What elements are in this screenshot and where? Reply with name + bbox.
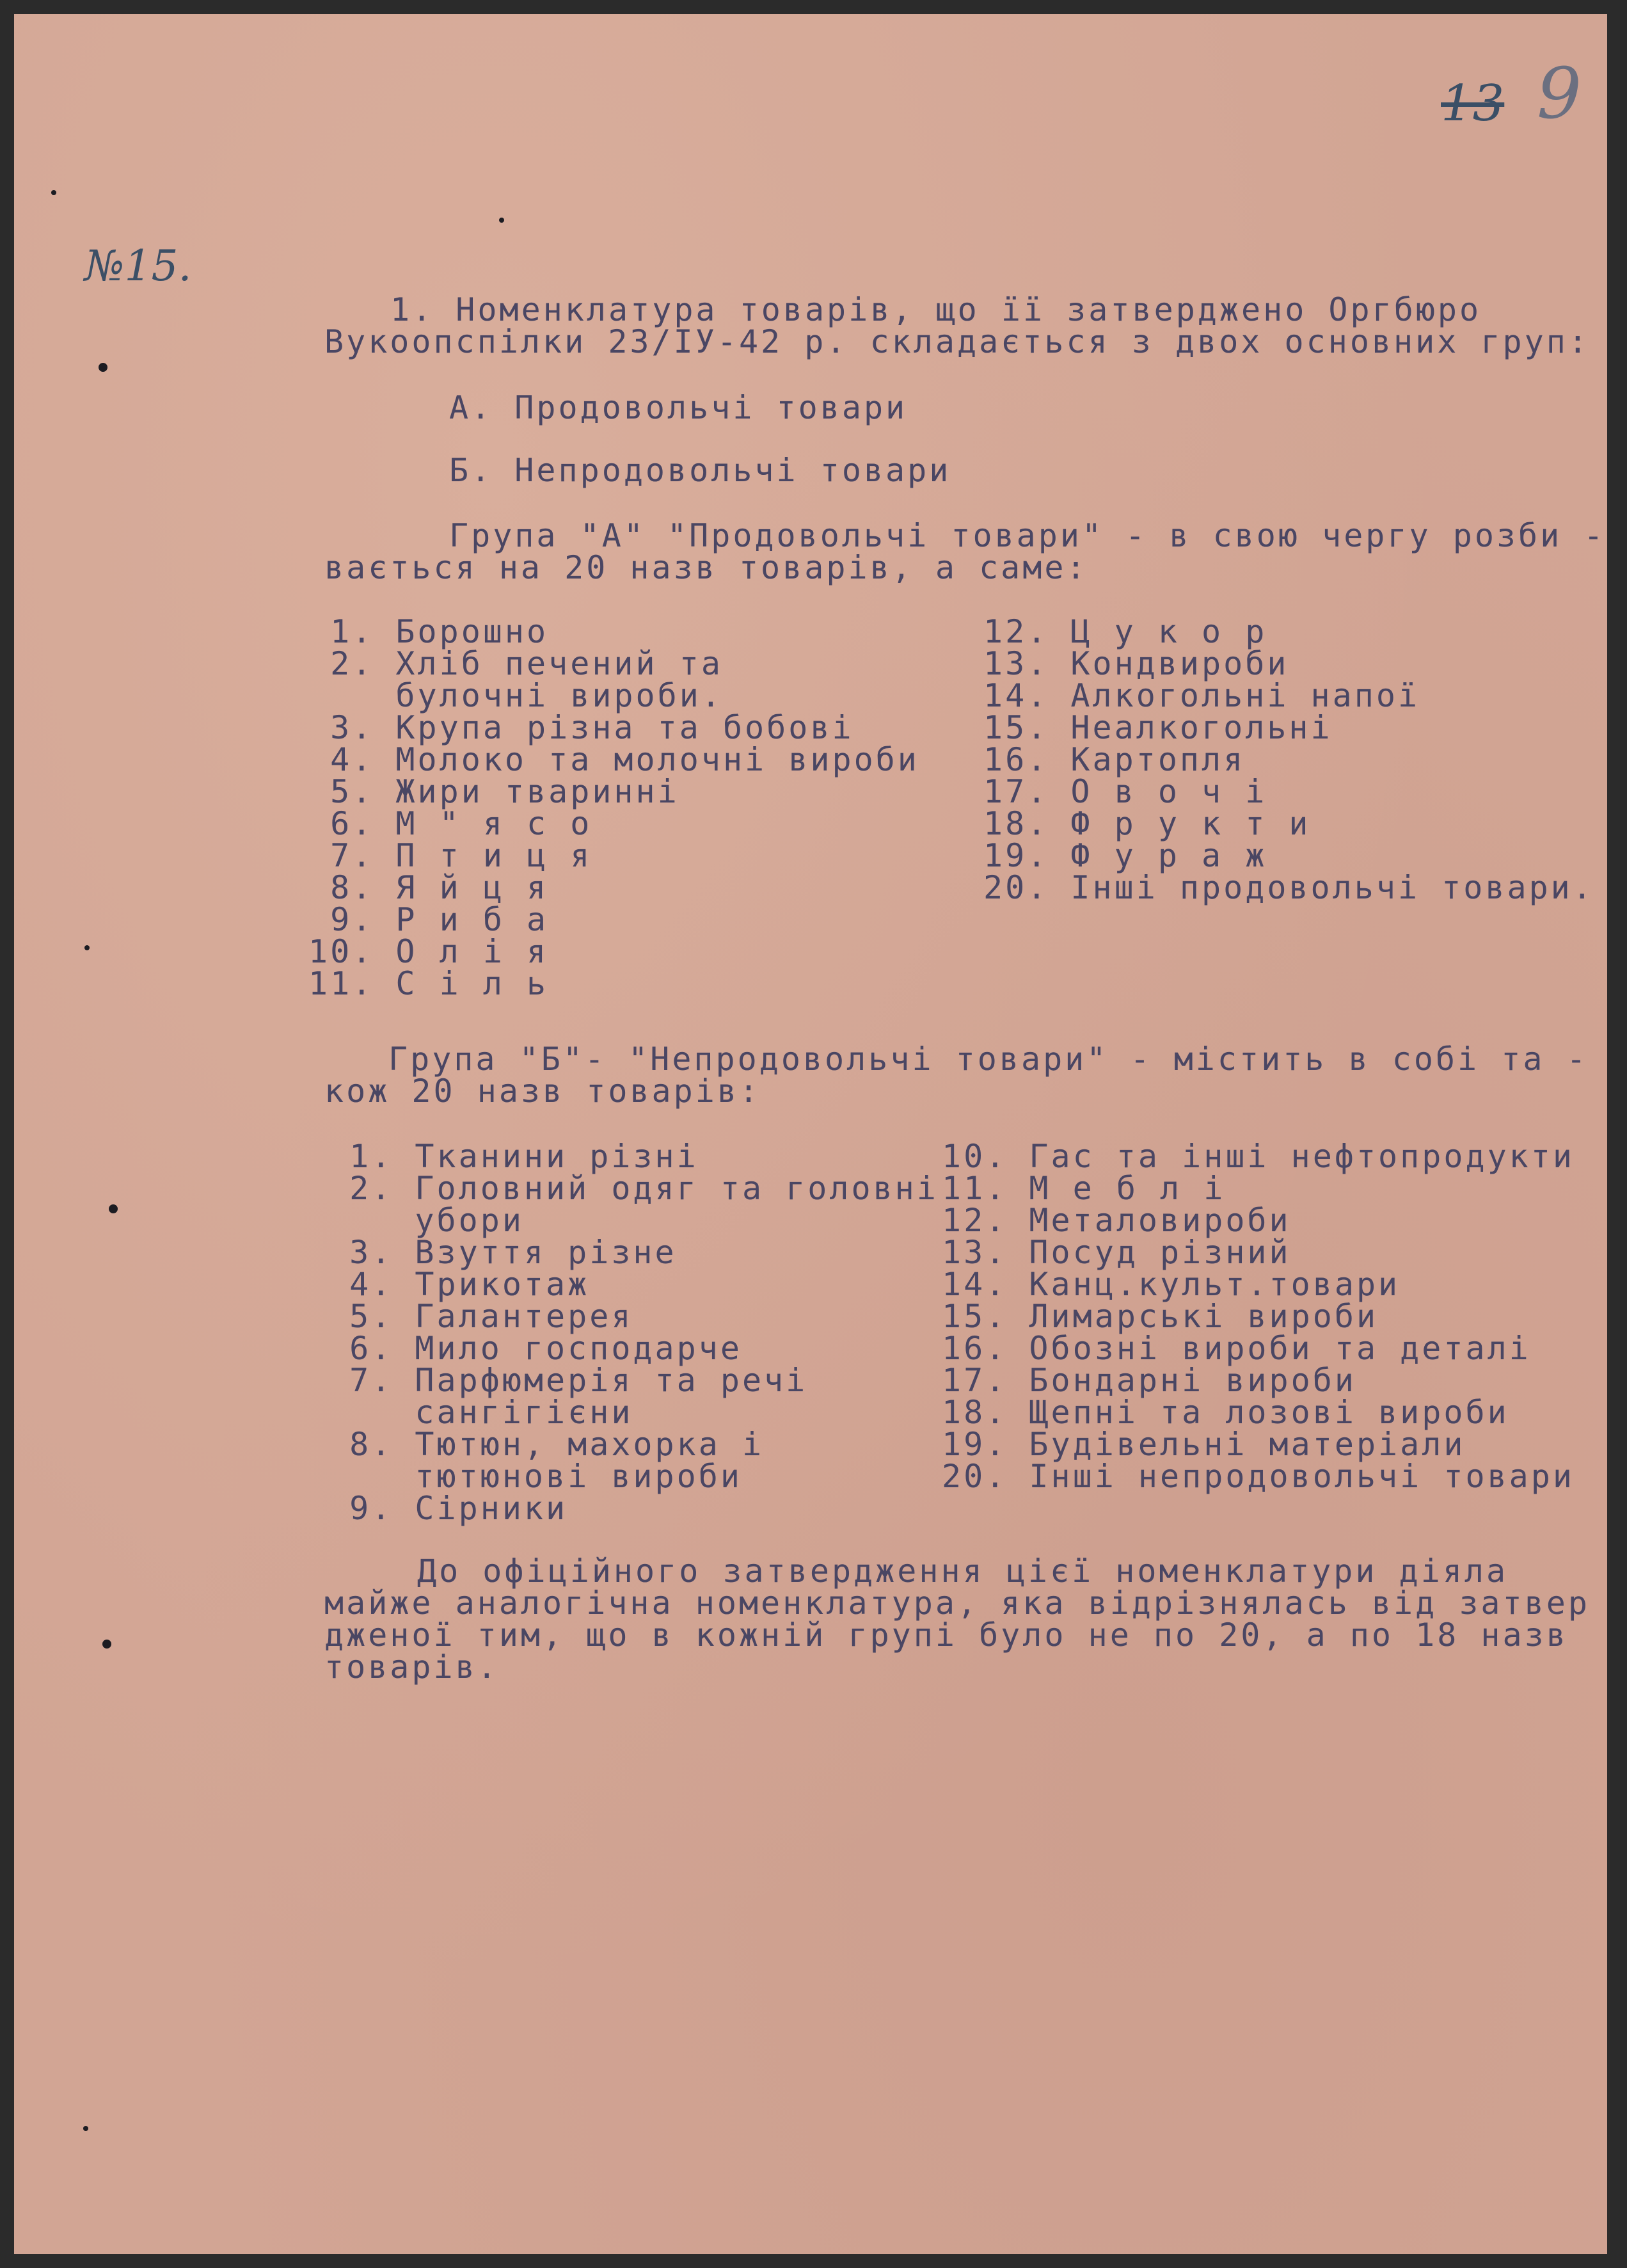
- group-b-intro-line: Група "Б"- "Непродовольчі товари" - містить в собі та -: [388, 1041, 1589, 1078]
- list-item: 12. Металовироби: [942, 1202, 1291, 1239]
- crossed-page-number: 13: [1441, 75, 1505, 132]
- list-item: 9. Сірники: [328, 1490, 568, 1527]
- group-b-header: Б. Непродовольчі товари: [449, 452, 951, 489]
- list-item: 6. Мило господарче: [328, 1330, 742, 1367]
- closing-line: майже аналогічна номенклатура, яка відрізнялась від затвер: [324, 1585, 1590, 1622]
- closing-line: дженої тим, що в кожній групі було не по 20, а по 18 назв: [324, 1617, 1568, 1654]
- list-item: 11. М е б л і: [942, 1170, 1226, 1207]
- list-item: 4. Трикотаж: [328, 1266, 590, 1303]
- ink-speck: [102, 1640, 111, 1649]
- list-item: 5. Жири тваринні: [308, 773, 679, 810]
- list-item: 20. Інші продовольчі товари.: [983, 869, 1594, 906]
- ink-speck: [99, 363, 107, 372]
- list-item: 13. Кондвироби: [983, 645, 1289, 682]
- list-item: 11. С і л ь: [308, 965, 549, 1002]
- list-item: 5. Галантерея: [328, 1298, 633, 1335]
- list-item: 18. Ф р у к т и: [983, 805, 1311, 842]
- list-item: 1. Борошно: [308, 613, 549, 650]
- closing-line: товарів.: [324, 1649, 499, 1686]
- ink-speck: [499, 218, 504, 223]
- list-item: 15. Лимарські вироби: [942, 1298, 1379, 1335]
- list-item: 19. Ф у р а ж: [983, 837, 1267, 874]
- list-item: 3. Взуття різне: [328, 1234, 677, 1271]
- ink-speck: [83, 2126, 88, 2131]
- list-item: 7. Парфюмерія та речі: [328, 1362, 808, 1399]
- document-page: [14, 14, 1607, 2254]
- group-a-intro-line: Група "А" "Продовольчі товари" - в свою чергу розби -: [449, 517, 1606, 554]
- list-item: 6. М " я с о: [308, 805, 592, 842]
- list-item: 7. П т и ц я: [308, 837, 592, 874]
- list-item: 12. Ц у к о р: [983, 613, 1267, 650]
- list-item: 16. Обозні вироби та деталі: [942, 1330, 1531, 1367]
- page-number: 9: [1537, 52, 1582, 134]
- list-item: сангігієни: [328, 1394, 633, 1431]
- list-item: 10. Гас та інші нефтопродукти: [942, 1138, 1575, 1175]
- ink-speck: [51, 190, 56, 195]
- list-item: 2. Хліб печений та: [308, 645, 723, 682]
- list-item: 19. Будівельні матеріали: [942, 1426, 1466, 1463]
- group-a-header: А. Продовольчі товари: [449, 389, 908, 426]
- list-item: 17. Бондарні вироби: [942, 1362, 1356, 1399]
- list-item: 9. Р и б а: [308, 901, 549, 938]
- list-item: 1. Тканини різні: [328, 1138, 699, 1175]
- intro-line: Вукоопспілки 23/ІУ-42 р. складається з двох основних груп:: [324, 323, 1590, 360]
- list-item: 2. Головний одяг та головні: [328, 1170, 939, 1207]
- list-item: 14. Канц.культ.товари: [942, 1266, 1401, 1303]
- document-number: №15.: [84, 241, 192, 291]
- list-item: убори: [328, 1202, 524, 1239]
- intro-line: 1. Номенклатура товарів, що її затверджено Оргбюро: [390, 291, 1482, 328]
- list-item: 8. Тютюн, махорка і: [328, 1426, 765, 1463]
- list-item: тютюнові вироби: [328, 1458, 742, 1495]
- ink-speck: [84, 945, 90, 950]
- list-item: 20. Інші непродовольчі товари: [942, 1458, 1575, 1495]
- list-item: 18. Щепні та лозові вироби: [942, 1394, 1509, 1431]
- group-a-intro-line: вається на 20 назв товарів, а саме:: [324, 549, 1088, 586]
- list-item: 10. О л і я: [308, 933, 549, 970]
- list-item: 8. Я й ц я: [308, 869, 549, 906]
- ink-speck: [109, 1204, 118, 1213]
- list-item: 13. Посуд різний: [942, 1234, 1291, 1271]
- group-b-intro-line: кож 20 назв товарів:: [324, 1073, 761, 1110]
- list-item: булочні вироби.: [308, 677, 723, 714]
- list-item: 14. Алкогольні напої: [983, 677, 1420, 714]
- closing-line: До офіційного затвердження цієї номенклатури діяла: [417, 1553, 1509, 1590]
- list-item: 3. Крупа різна та бобові: [308, 709, 854, 746]
- list-item: 4. Молоко та молочні вироби: [308, 741, 919, 778]
- list-item: 16. Картопля: [983, 741, 1246, 778]
- list-item: 17. О в о ч і: [983, 773, 1267, 810]
- list-item: 15. Неалкогольні: [983, 709, 1333, 746]
